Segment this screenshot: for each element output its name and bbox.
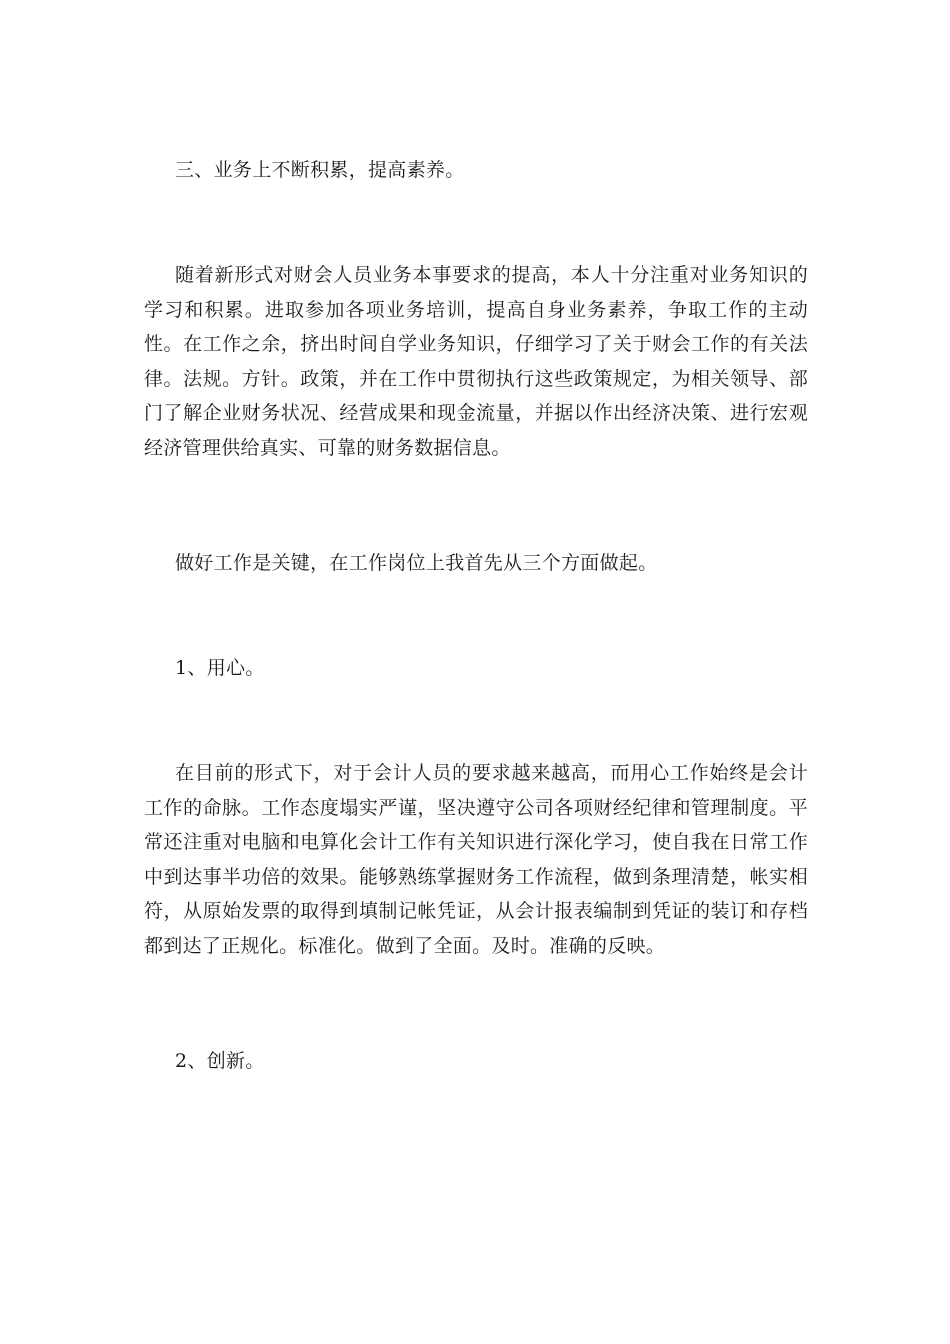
section-heading-3: 三、业务上不断积累，提高素养。 — [175, 159, 465, 181]
paragraph-business-learning: 随着新形式对财会人员业务本事要求的提高，本人十分注重对业务知识的学习和积累。进取参加各项业务培训，提高自身业务素养，争取工作的主动性。在工作之余，挤出时间自学业务知识，仔细学习了关于财会工作的有关法律。法规。方针。政策，并在工作中贯彻执行这些政策规定，为相关领导、部门了解企业财务状况、经营成果和现金流量，并据以作出经济决策、进行宏观经济管理供给真实、可靠的财务数据信息。 — [144, 264, 808, 459]
paragraph-work-key: 做好工作是关键，在工作岗位上我首先从三个方面做起。 — [175, 552, 658, 574]
subheading-2: 2、创新。 — [175, 1050, 265, 1072]
paragraph-dedication: 在目前的形式下，对于会计人员的要求越来越高，而用心工作始终是会计工作的命脉。工作态度塌实严谨，坚决遵守公司各项财经纪律和管理制度。平常还注重对电脑和电算化会计工作有关知识进行深化学习，使自我在日常工作中到达事半功倍的效果。能够熟练掌握财务工作流程，做到条理清楚，帐实相符，从原始发票的取得到填制记帐凭证，从会计报表编制到凭证的装订和存档都到达了正规化。标准化。做到了全面。及时。准确的反映。 — [144, 762, 808, 957]
subheading-1: 1、用心。 — [175, 657, 265, 679]
